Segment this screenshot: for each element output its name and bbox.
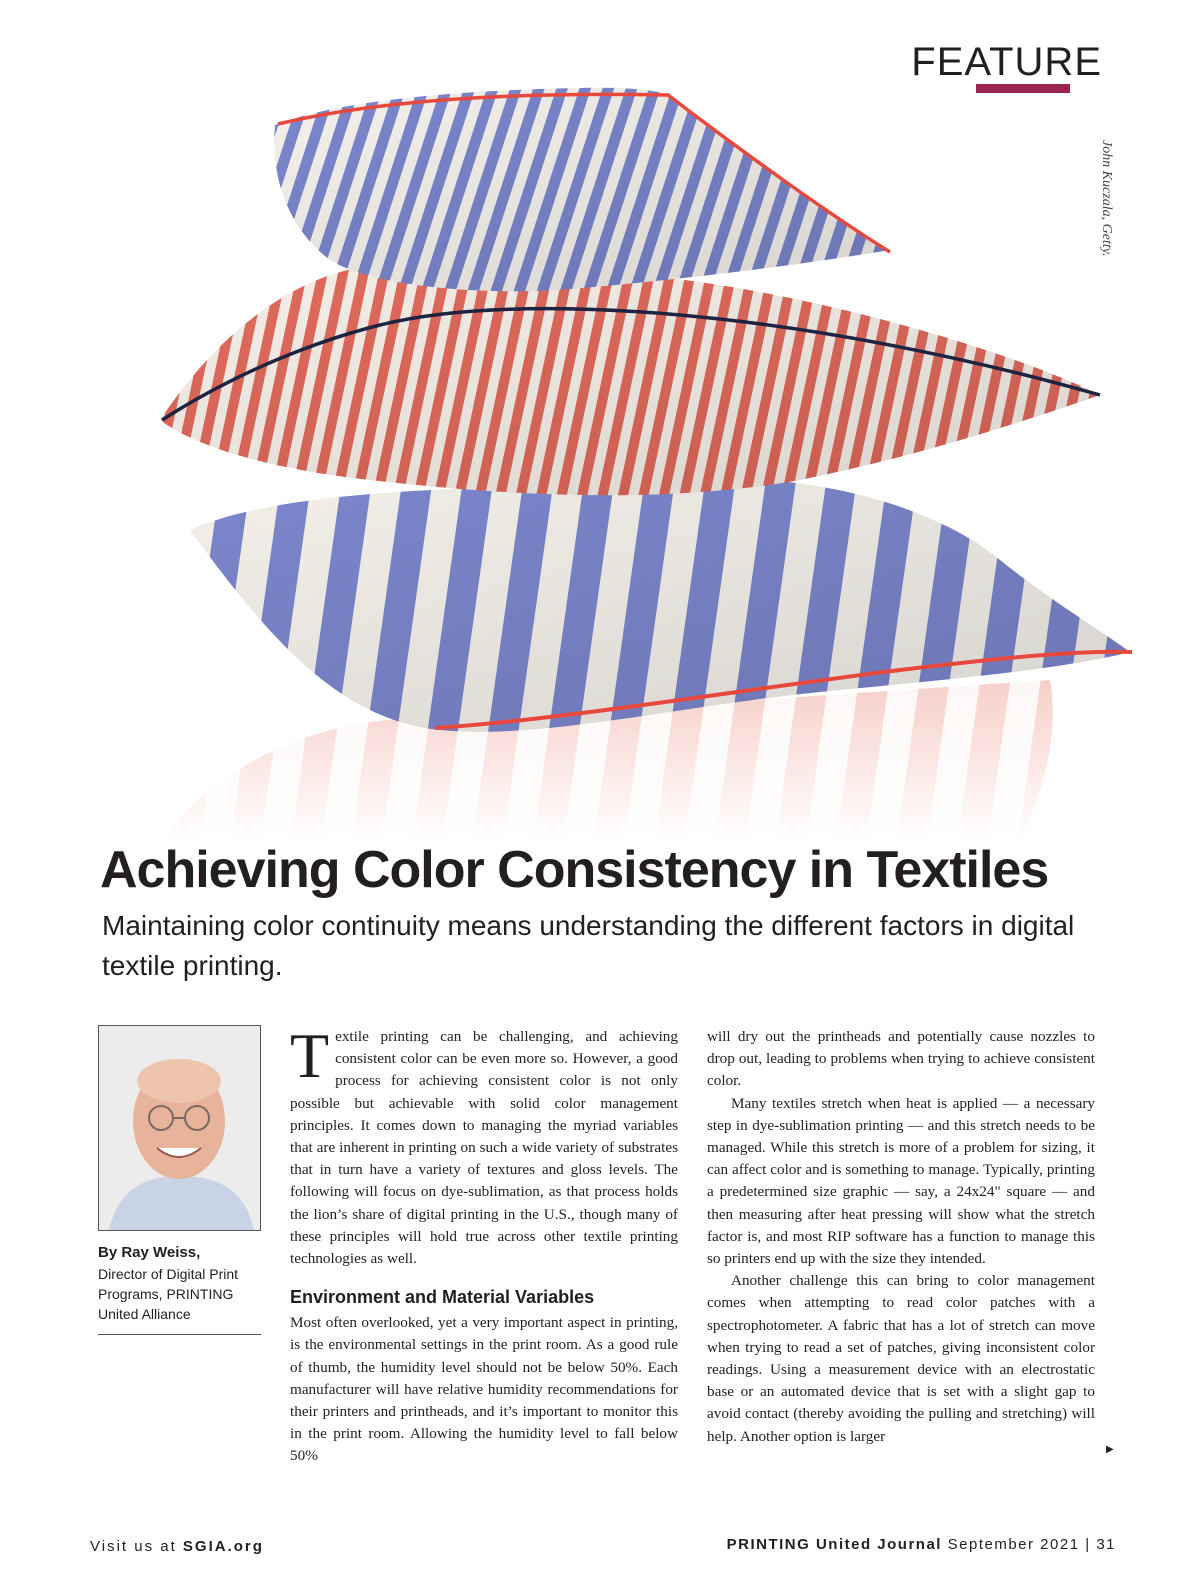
author-photo	[98, 1025, 261, 1231]
body-column-1	[290, 1020, 678, 1468]
paragraph-text: extile printing can be challenging, and achieving consistent color can be even more so. However, a good process for achieving consistent color is not only possible but achievable with solid color management principles. It comes down to managing the myriad variables that are inherent in printing on such a wide variety of substrates that in turn have a variety of textures and gloss levels. The following will focus on dye-sublimation, as that process holds the lion’s share of digital printing in the U.S., though many of these principles will hold true across other textile printing technologies as well.	[290, 1028, 678, 1268]
footer-folio	[727, 1536, 1116, 1553]
body-paragraph: will dry out the printheads and potentially cause nozzles to drop out, leading to problems when trying to achieve consistent color.	[707, 1028, 1095, 1090]
body-paragraph: Many textiles stretch when heat is applied — a necessary step in dye-sublimation printing — and this stretch needs to be managed. While this stretch is more of a problem for sizing, it can affect color and is something to manage. Typically, printing a predetermined size graphic — say, a 24x24" square — and then measuring after heat pressing will show what the stretch factor is, and most RIP software has a function to manage this so printers end up with the size they intended.	[707, 1094, 1095, 1268]
section-heading: Environment and Material Variables	[290, 1287, 595, 1308]
drop-cap: T	[290, 1020, 330, 1091]
page-number: 31	[1096, 1536, 1116, 1553]
body-paragraph	[290, 1020, 678, 1270]
article-title: Achieving Color Consistency in Textiles	[100, 841, 1049, 899]
photo-credit: John Kuczala, Getty.	[1099, 140, 1114, 257]
continue-arrow-icon: ▶	[1106, 1444, 1114, 1455]
footer-issue: September 2021	[947, 1536, 1080, 1553]
footer-journal: PRINTING United Journal	[726, 1536, 942, 1553]
footer-separator: |	[1085, 1536, 1091, 1553]
section-label: FEATURE	[911, 40, 1102, 84]
footer-site-link[interactable]: SGIA.org	[182, 1538, 264, 1555]
body-paragraph: Another challenge this can bring to color management comes when attempting to read color patches with a spectrophotometer. A fabric that has a lot of stretch can move when trying to read a set of patches, giving inconsistent color readings. Using a measurement device with an electrostatic base or an automated device that is set with a slight gap to avoid contact (thereby avoiding the pulling and stretching) will help. Another option is larger	[707, 1272, 1095, 1445]
byline	[98, 1242, 268, 1324]
middle-pillow	[160, 264, 1100, 495]
body-column-2	[707, 1026, 1095, 1448]
article-subtitle: Maintaining color continuity means understanding the different factors in digital textile printing.	[102, 910, 1075, 981]
author-role: Director of Digital Print Programs, PRINTING United Alliance	[98, 1266, 239, 1322]
footer-website	[90, 1538, 264, 1555]
footer-visit-prefix: Visit us at	[90, 1538, 183, 1555]
hero-pillows-photo	[40, 40, 1170, 840]
byline-divider	[98, 1334, 261, 1335]
author-name: By Ray Weiss,	[98, 1244, 201, 1261]
top-pillow	[274, 88, 890, 291]
body-paragraph: Most often overlooked, yet a very important aspect in printing, is the environmental settings in the print room. As a good rule of thumb, the humidity level should not be below 50%. Each manufacturer will have relative humidity recommendations for their printers and printheads, and it’s important to monitor this in the print room. Allowing the humidity level to fall below 50%	[290, 1314, 678, 1465]
